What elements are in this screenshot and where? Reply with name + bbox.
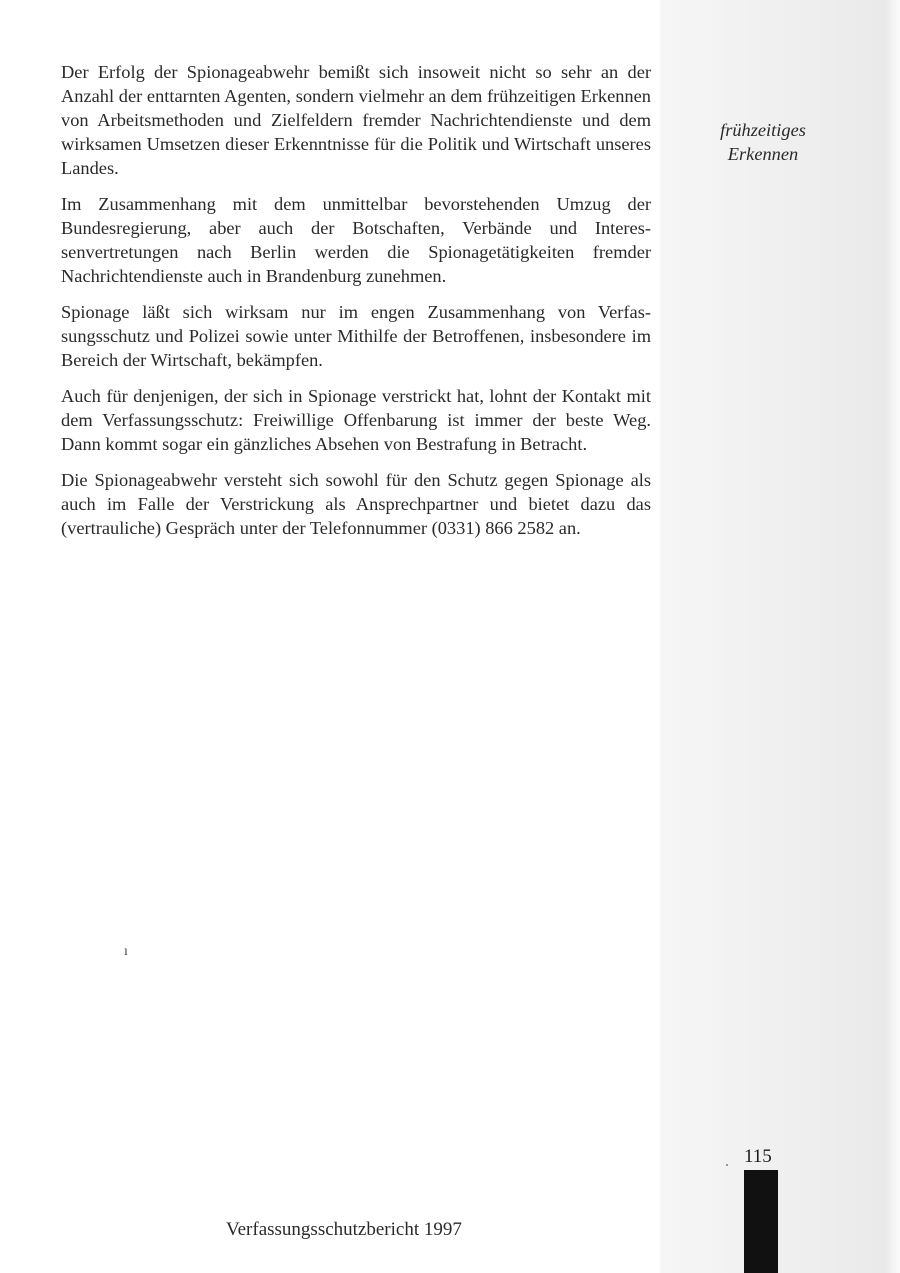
- margin-note: [690, 118, 836, 166]
- page-edge-shadow: [886, 0, 900, 1273]
- paragraph-5: Die Spionageabwehr versteht sich sowohl für den Schutz gegen Spionage als auch im Falle der Verstrickung als Ansprechpartner und bietet dazu das (vertrauliche) Gespräch unter der Telefonnummer (0331) 866 2582 an.: [61, 470, 651, 538]
- page-number: 115: [744, 1146, 772, 1167]
- paragraph-1: Der Erfolg der Spionageabwehr bemißt sich insoweit nicht so sehr an der Anzahl der enttarnten Agenten, sondern vielmehr an dem frühzeitigen Erkennen von Arbeitsmethoden und Zielfeldern fremder Nachrichtendienste und dem wirksamen Umsetzen dieser Erkenntnisse für die Politik und Wirtschaft unseres Landes.: [61, 62, 651, 178]
- margin-note-line-2: Erkennen: [727, 144, 799, 164]
- paragraph-2: Im Zusammenhang mit dem unmittelbar bevorstehenden Umzug der Bundesregierung, aber auch der Botschaften, Verbände und Interessenvertretungen nach Berlin werden die Spionagetätigkeiten fremder Nachrichtendienste auch in Brandenburg zunehmen.: [61, 194, 651, 286]
- thumb-index-bar: [744, 1170, 778, 1273]
- paragraph-3: Spionage läßt sich wirksam nur im engen Zusammenhang von Verfassungsschutz und Polizei sowie unter Mithilfe der Betroffenen, insbesondere im Bereich der Wirtschaft, bekämpfen.: [61, 302, 651, 370]
- margin-column: [660, 0, 900, 1273]
- paragraph-4: Auch für denjenigen, der sich in Spionage verstrickt hat, lohnt der Kontakt mit dem Verfassungsschutz: Freiwillige Offenbarung ist immer der beste Weg. Dann kommt sogar ein gänzliches Absehen von Bestrafung in Betracht.: [61, 386, 651, 454]
- margin-note-line-1: frühzeitiges: [720, 120, 806, 140]
- body-text: [61, 60, 651, 552]
- page-footer: Verfassungsschutzbericht 1997: [226, 1219, 462, 1240]
- stray-mark: ı: [124, 944, 128, 959]
- scan-speck: [726, 1164, 728, 1166]
